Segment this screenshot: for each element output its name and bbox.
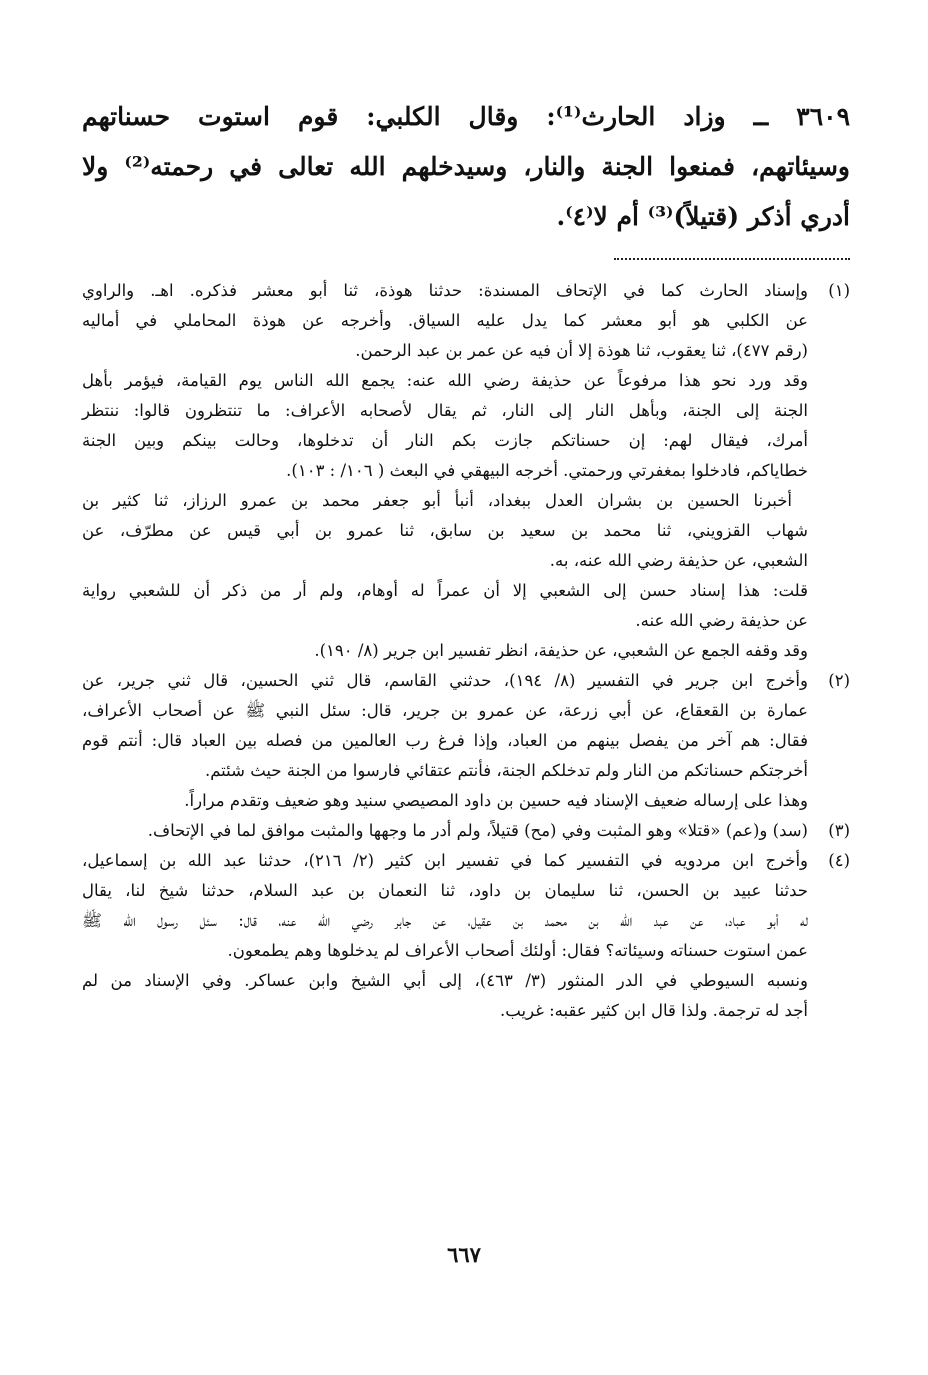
footnote-paragraph xyxy=(82,576,808,636)
footnote-line: وقد ورد نحو هذا مرفوعاً عن حذيفة رضي الله عنه: يجمع الله الناس يوم القيامة، فيؤمر بأهل xyxy=(82,371,808,390)
footnote-line: الجنة إلى الجنة، وبأهل النار إلى النار، ثم يقال لأصحابه الأعراف: ما تنتظرون قالوا: ننتظر xyxy=(82,401,808,420)
footnote-line: (سد) و(عم) «قتلا» وهو المثبت وفي (مح) قتيلاً، ولم أدر ما وجهها والمثبت موافق لما في الإتحاف. xyxy=(147,821,808,840)
footnote-line: وأخرج ابن جرير في التفسير (٨/ ١٩٤)، حدثني القاسم، قال ثني الحسين، قال ثني جرير، عن xyxy=(82,671,808,690)
main-entry xyxy=(82,92,850,242)
footnote-number: (٣) xyxy=(828,821,850,840)
main-line: وسيئاتهم، فمنعوا الجنة والنار، وسيدخلهم الله تعالى في رحمته⁽²⁾ ولا xyxy=(82,152,850,181)
footnote-line: أجد له ترجمة. ولذا قال ابن كثير عقبه: غريب. xyxy=(500,1001,808,1020)
footnote-line: وإسناد الحارث كما في الإتحاف المسندة: حدثنا هوذة، ثنا أبو معشر فذكره. اهـ. والراوي xyxy=(82,281,808,300)
footnote-paragraph xyxy=(82,966,808,1026)
footnote-line: عن حذيفة رضي الله عنه. xyxy=(635,611,808,630)
footnote-line: شهاب القزويني، ثنا محمد بن سعيد بن سابق، ثنا عمرو بن أبي قيس عن مطرّف، عن xyxy=(82,521,808,540)
footnote-paragraph xyxy=(82,816,808,846)
footnote-divider xyxy=(614,256,850,260)
footnote-number: (٤) xyxy=(828,851,850,870)
main-line: أدري أذكر (قتيلاً)⁽³⁾ أم لا⁽٤⁾. xyxy=(556,202,850,231)
footnote-line: عن الكلبي هو أبو معشر كما يدل عليه السياق. وأخرجه عن هوذة المحاملي في أماليه xyxy=(82,311,808,330)
footnote-number: (٢) xyxy=(828,671,850,690)
footnote-line: وأخرج ابن مردويه في التفسير كما في تفسير ابن كثير (٢/ ٢١٦)، حدثنا عبد الله بن إسماعيل، xyxy=(82,851,808,870)
page-number: ٦٦٧ xyxy=(447,1242,481,1267)
page-body xyxy=(82,92,850,1026)
footnote-line: عمارة بن القعقاع، عن أبي زرعة، عن عمرو بن جرير، قال: سئل النبي ﷺ عن أصحاب الأعراف، xyxy=(82,701,808,720)
footnote-line: أخبرنا الحسين بن بشران العدل ببغداد، أنبأ أبو جعفر محمد بن عمرو الرزاز، ثنا كثير بن xyxy=(82,491,792,510)
footnote-paragraph xyxy=(82,666,808,786)
footnote-paragraph xyxy=(82,636,808,666)
footnote-line: خطاياكم، فادخلوا بمغفرتي ورحمتي. أخرجه البيهقي في البعث ( ١٠٦/ : ١٠٣). xyxy=(286,461,808,480)
footnote-3 xyxy=(82,816,850,846)
footnote-paragraph xyxy=(82,786,808,816)
footnote-line: فقال: هم آخر من يفصل بينهم من العباد، وإذا فرغ رب العالمين من فصله بين العباد قال: أنتم قوم xyxy=(82,731,808,750)
footnote-line: حدثنا عبيد بن الحسن، ثنا سليمان بن داود، ثنا النعمان بن عبد السلام، حدثنا شيخ لنا، يقال xyxy=(82,881,808,900)
footnote-1 xyxy=(82,276,850,666)
footnote-line: (رقم ٤٧٧)، ثنا يعقوب، ثنا هوذة إلا أن فيه عن عمر بن عبد الرحمن. xyxy=(355,341,808,360)
footnote-line: له أبو عباد، عن عبد الله بن محمد بن عقيل، عن جابر رضي الله عنه، قال: سئل رسول الله ﷺ xyxy=(82,911,808,930)
footnote-paragraph xyxy=(82,366,808,486)
footnote-number: (١) xyxy=(828,281,850,300)
footnote-4 xyxy=(82,846,850,1026)
footnote-line: أخرجتكم حسناتكم من النار ولم تدخلكم الجنة، فأنتم عتقائي فارسوا من الجنة حيث شئتم. xyxy=(204,761,808,780)
footnote-line: الشعبي، عن حذيفة رضي الله عنه، به. xyxy=(549,551,808,570)
footnotes xyxy=(82,276,850,1026)
footnote-line: وقد وقفه الجمع عن الشعبي، عن حذيفة، انظر تفسير ابن جرير (٨/ ١٩٠). xyxy=(314,641,808,660)
footnote-line: قلت: هذا إسناد حسن إلى الشعبي إلا أن عمراً له أوهام، ولم أر من ذكر أن للشعبي رواية xyxy=(82,581,808,600)
footnote-line: أمرك، فيقال لهم: إن حسناتكم جازت بكم النار أن تدخلوها، وحالت بينكم وبين الجنة xyxy=(82,431,808,450)
footnote-line: وهذا على إرساله ضعيف الإسناد فيه حسين بن داود المصيصي سنيد وهو ضعيف وتقدم مراراً. xyxy=(184,791,808,810)
footnote-line: ونسبه السيوطي في الدر المنثور (٣/ ٤٦٣)، إلى أبي الشيخ وابن عساكر. وفي الإسناد من لم xyxy=(82,971,808,990)
footnote-paragraph xyxy=(82,846,808,966)
main-line: ٣٦٠٩ ــ وزاد الحارث⁽¹⁾: وقال الكلبي: قوم استوت حسناتهم xyxy=(82,102,850,131)
footnote-paragraph xyxy=(82,276,808,366)
footnote-paragraph xyxy=(82,486,808,576)
footnote-line: عمن استوت حسناته وسيئاته؟ فقال: أولئك أصحاب الأعراف لم يدخلوها وهم يطمعون. xyxy=(227,941,808,960)
footnote-2 xyxy=(82,666,850,816)
